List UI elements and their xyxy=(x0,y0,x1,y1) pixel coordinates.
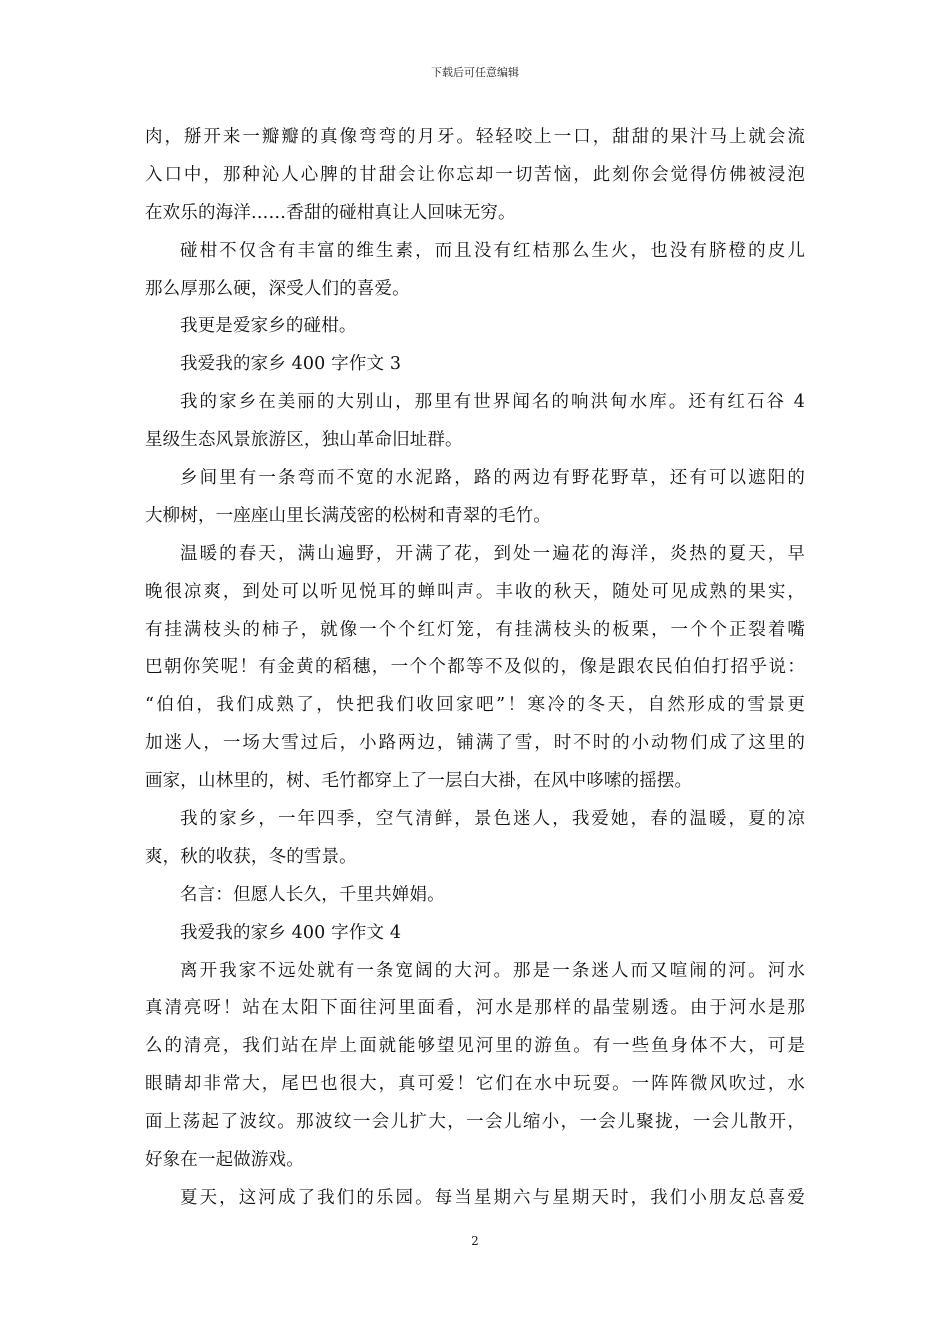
text-line: 晚很凉爽，到处可以听见悦耳的蝉叫声。丰收的秋天，随处可见成熟的果实， xyxy=(145,581,805,602)
text-line: 巴朝你笑呢！有金黄的稻穗，一个个都等不及似的，像是跟农民伯伯打招乎说： xyxy=(145,657,805,678)
text-line: 有挂满枝头的柿子，就像一个个红灯笼，有挂满枝头的板栗，一个个正裂着嘴 xyxy=(145,619,805,640)
text-line: 入口中，那种沁人心脾的甘甜会让你忘却一切苦恼，此刻你会觉得仿佛被浸泡 xyxy=(145,164,805,185)
text-line: 么的清亮，我们站在岸上面就能够望见河里的游鱼。有一些鱼身体不大，可是 xyxy=(145,1036,805,1057)
text-line: 我的家乡在美丽的大别山，那里有世界闻名的响洪甸水库。还有红石谷 4 xyxy=(180,392,805,413)
page-number: 2 xyxy=(471,1234,479,1248)
text-line: 面上荡起了波纹。那波纹一会儿扩大，一会儿缩小，一会儿聚拢，一会儿散开， xyxy=(145,1112,805,1133)
text-line: 爽，秋的收获，冬的雪景。 xyxy=(145,846,357,867)
text-line: 名言：但愿人长久，千里共婵娟。 xyxy=(180,884,445,905)
text-line: 大柳树，一座座山里长满茂密的松树和青翠的毛竹。 xyxy=(145,505,551,526)
text-line: 在欢乐的海洋……香甜的碰柑真让人回味无穷。 xyxy=(145,202,516,223)
text-line: 我更是爱家乡的碰柑。 xyxy=(180,316,357,337)
text-line: 夏天，这河成了我们的乐园。每当星期六与星期天时，我们小朋友总喜爱 xyxy=(180,1187,805,1208)
text-line: 我爱我的家乡 400 字作文 3 xyxy=(180,354,402,375)
text-line: 真清亮呀！站在太阳下面往河里面看，河水是那样的晶莹剔透。由于河水是那 xyxy=(145,998,805,1019)
text-line: 离开我家不远处就有一条宽阔的大河。那是一条迷人而又喧闹的河。河水 xyxy=(180,960,805,981)
text-line: 星级生态风景旅游区，独山革命旧址群。 xyxy=(145,430,463,451)
text-line: 我的家乡，一年四季，空气清鲜，景色迷人，我爱她，春的温暖，夏的凉 xyxy=(180,809,805,830)
text-line: 眼睛却非常大，尾巴也很大，真可爱！它们在水中玩耍。一阵阵微风吹过，水 xyxy=(145,1074,805,1095)
text-line: 肉，掰开来一瓣瓣的真像弯弯的月牙。轻轻咬上一口，甜甜的果汁马上就会流 xyxy=(145,127,805,147)
text-line: 乡间里有一条弯而不宽的水泥路，路的两边有野花野草，还有可以遮阳的 xyxy=(180,468,805,489)
text-line: 碰柑不仅含有丰富的维生素，而且没有红桔那么生火，也没有脐橙的皮儿 xyxy=(180,240,805,261)
text-line: 那么厚那么硬，深受人们的喜爱。 xyxy=(145,278,410,299)
text-line: 好象在一起做游戏。 xyxy=(145,1150,304,1171)
document-body xyxy=(145,119,805,1218)
page-header: 下载后可任意编辑 xyxy=(431,66,519,79)
text-line: 温暖的春天，满山遍野，开满了花，到处一遍花的海洋，炎热的夏天，早 xyxy=(180,543,805,564)
text-line: 画家，山林里的，树、毛竹都穿上了一层白大褂，在风中哆嗦的摇摆。 xyxy=(145,771,693,792)
text-line: 加迷人，一场大雪过后，小路两边，铺满了雪，时不时的小动物们成了这里的 xyxy=(145,733,805,754)
text-line: “伯伯，我们成熟了，快把我们收回家吧”！寒冷的冬天，自然形成的雪景更 xyxy=(145,695,805,716)
text-line: 我爱我的家乡 400 字作文 4 xyxy=(180,922,402,943)
